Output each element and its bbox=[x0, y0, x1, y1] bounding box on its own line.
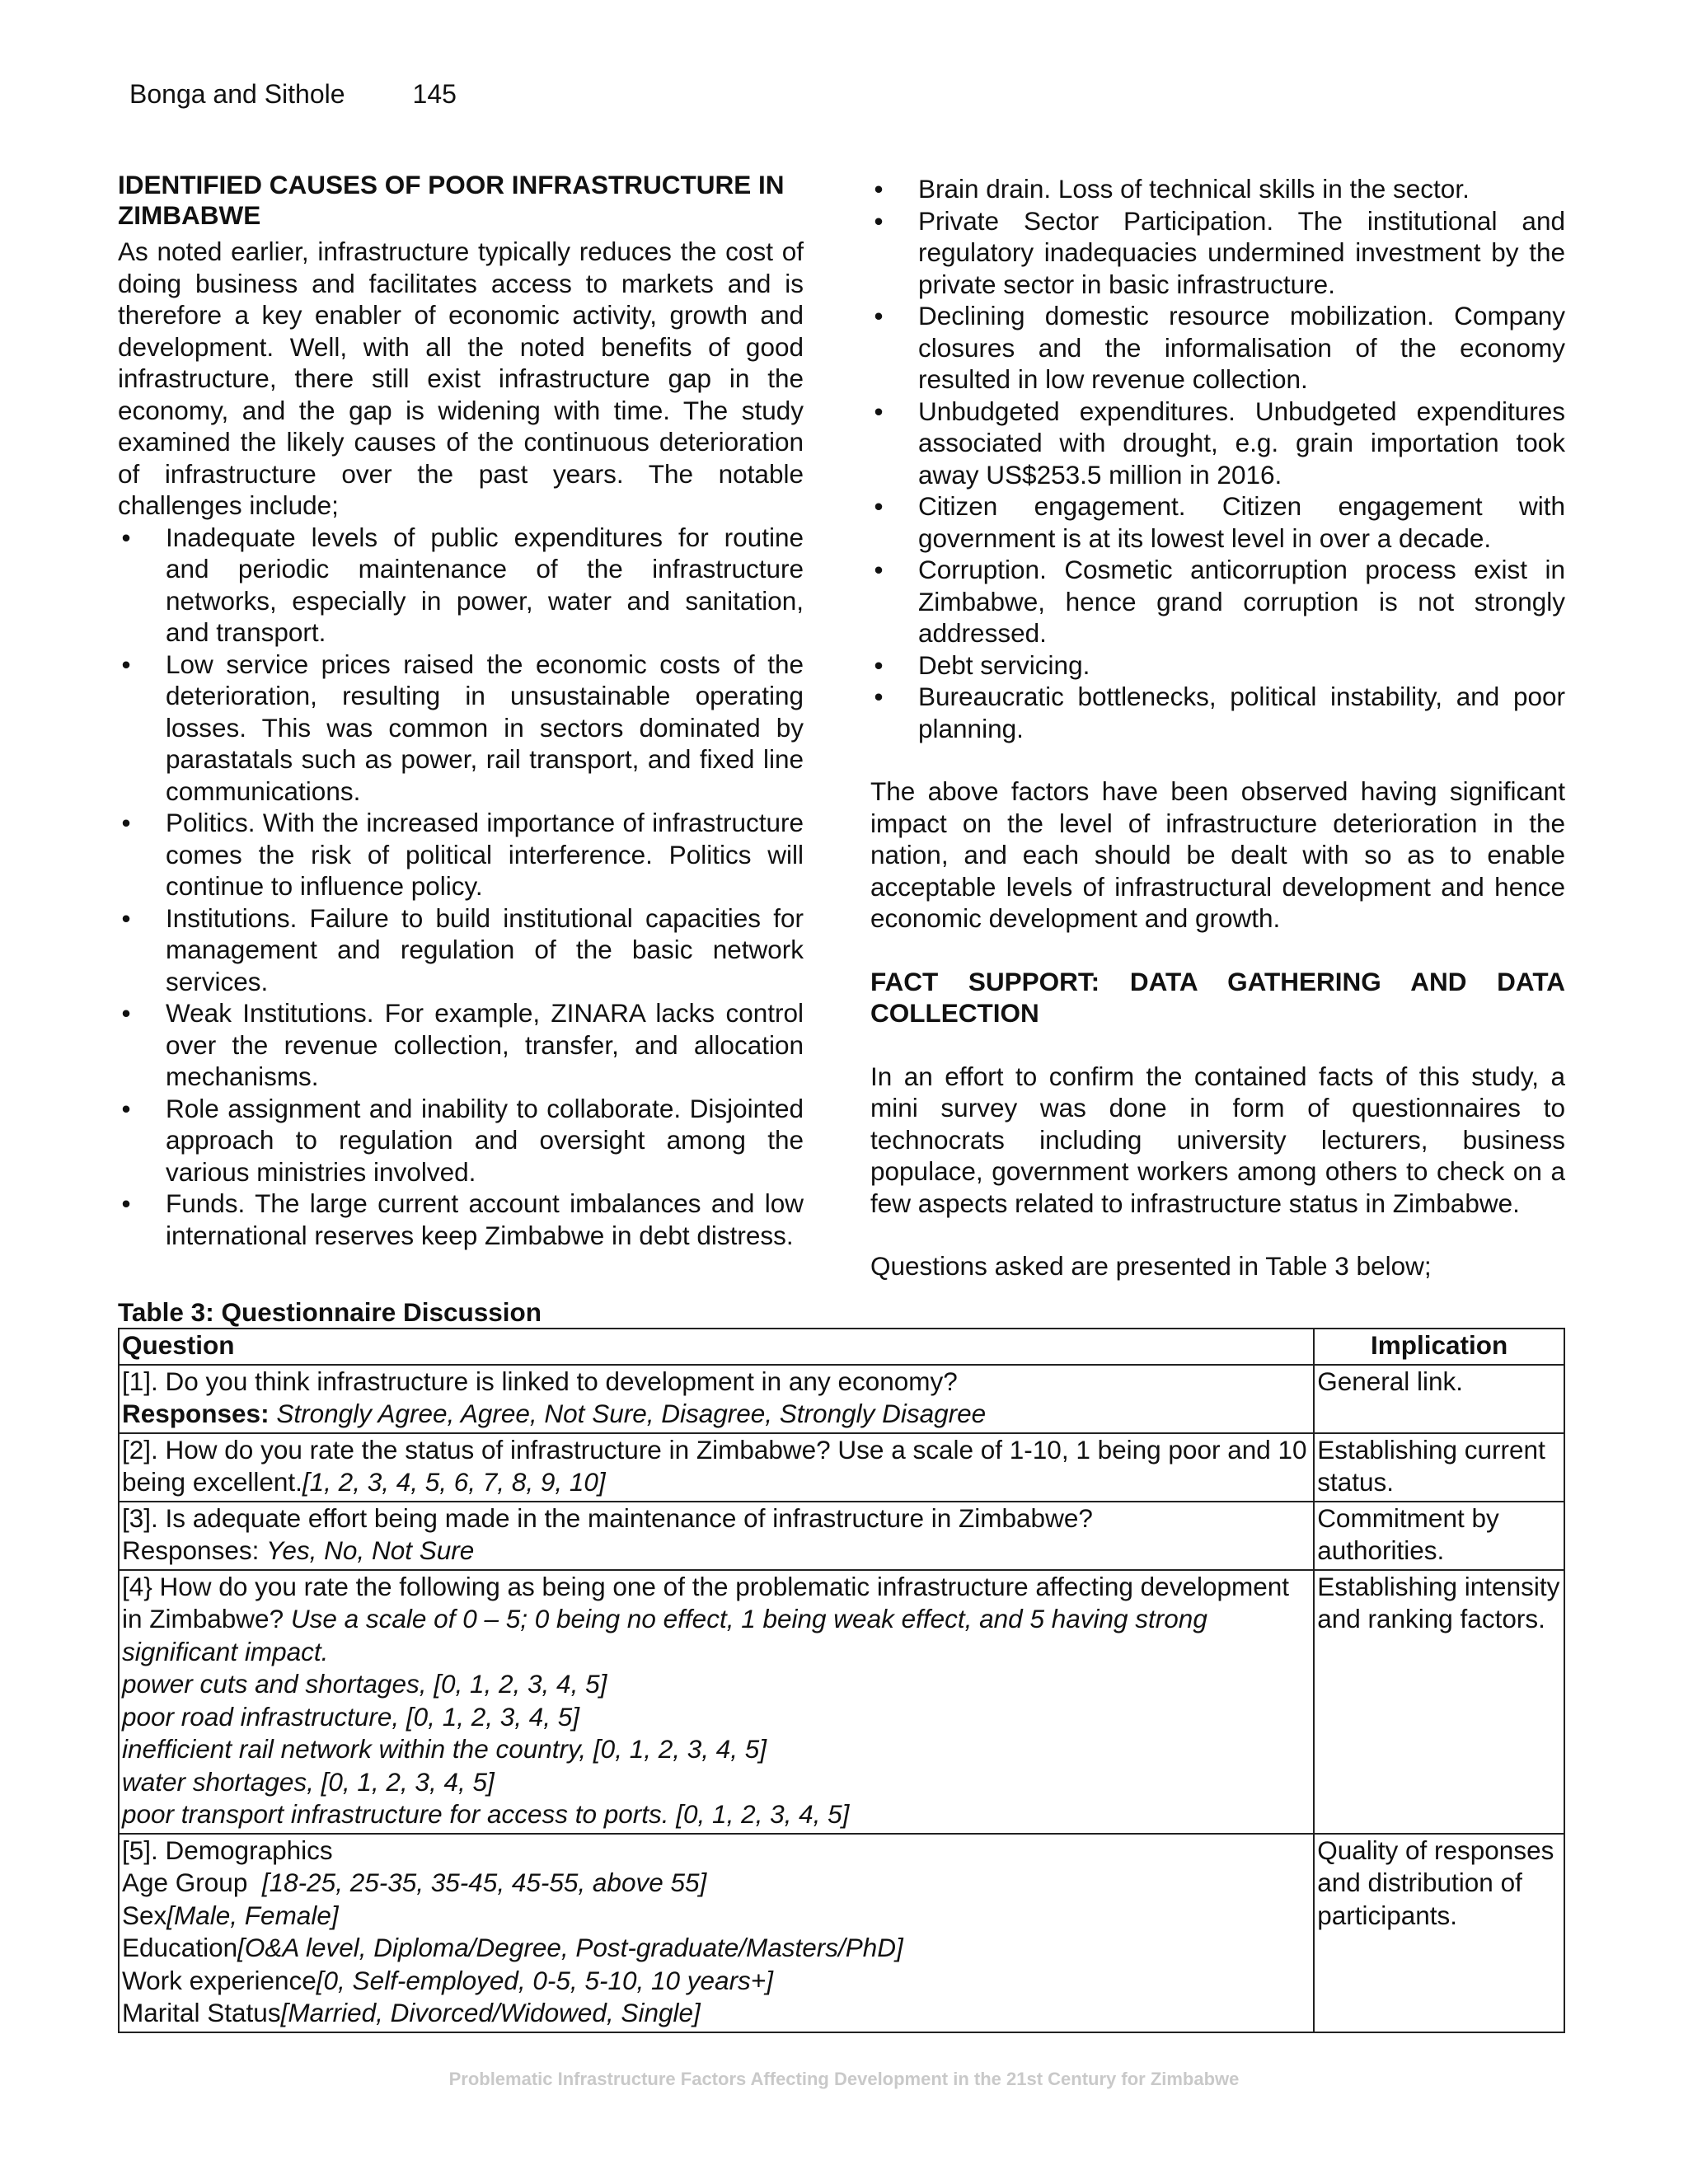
list-item: • Declining domestic resource mobilization. Company closures and the informalisation of the economy resulted in low revenue collection. bbox=[874, 301, 1565, 394]
rating-item: poor road infrastructure, [0, 1, 2, 3, 4, 5] bbox=[122, 1701, 580, 1732]
list-item: • Citizen engagement. Citizen engagement with government is at its lowest level in over a decade. bbox=[874, 491, 1565, 553]
list-item: • Private Sector Participation. The institutional and regulatory inadequacies undermined investment by the private sector in basic infrastructure. bbox=[874, 205, 1565, 299]
question-text: [5]. Demographics bbox=[122, 1835, 333, 1865]
summary-paragraph: The above factors have been observed having significant impact on the level of infrastructure deterioration in the nation, and each should be dealt with so as to enable acceptable levels of infrastructural development and hence economic development and growth. bbox=[870, 776, 1565, 933]
rating-item: water shortages, [0, 1, 2, 3, 4, 5] bbox=[122, 1766, 495, 1797]
causes-list-left bbox=[118, 522, 804, 1252]
left-column bbox=[118, 170, 804, 1251]
question-cell bbox=[119, 1502, 1314, 1570]
list-item: • Low service prices raised the economic costs of the deterioration, resulting in unsustainable operating losses. This was common in sectors dominated by parastatals such as power, rail transport, and fixed line communications. bbox=[121, 649, 804, 806]
implication-cell: Establishing intensity and ranking factors. bbox=[1314, 1570, 1564, 1834]
demographic-item: Age Group [18-25, 25-35, 35-45, 45-55, above 55] bbox=[122, 1868, 707, 1897]
list-item: • Weak Institutions. For example, ZINARA lacks control over the revenue collection, transfer, and allocation mechanisms. bbox=[121, 998, 804, 1091]
page-footer: Problematic Infrastructure Factors Affecting Development in the 21st Century for Zimbabwe bbox=[448, 2069, 1240, 2089]
survey-paragraph: In an effort to confirm the contained facts of this study, a mini survey was done in form of questionnaires to technocrats including university lecturers, business populace, government workers among others to check on a few aspects related to infrastructure status in Zimbabwe. bbox=[870, 1061, 1565, 1218]
implication-cell: General link. bbox=[1314, 1365, 1564, 1433]
list-item: • Corruption. Cosmetic anticorruption process exist in Zimbabwe, hence grand corruption is not strongly addressed. bbox=[874, 555, 1565, 648]
demographic-item: Work experience[0, Self-employed, 0-5, 5-10, 10 years+] bbox=[122, 1965, 773, 1995]
question-cell bbox=[119, 1433, 1314, 1502]
running-head bbox=[129, 79, 457, 110]
responses-line: Responses: Strongly Agree, Agree, Not Sure, Disagree, Strongly Disagree bbox=[122, 1399, 987, 1428]
question-cell bbox=[119, 1834, 1314, 2032]
table-header-row bbox=[119, 1329, 1564, 1365]
rating-item: inefficient rail network within the country, [0, 1, 2, 3, 4, 5] bbox=[122, 1734, 767, 1764]
question-text: [2]. How do you rate the status of infrastructure in Zimbabwe? Use a scale of 1-10, 1 being poor and 10 being excellent. bbox=[122, 1434, 1307, 1497]
responses-line: Responses: Yes, No, Not Sure bbox=[122, 1535, 475, 1565]
page-number: 145 bbox=[412, 79, 457, 109]
list-item: • Unbudgeted expenditures. Unbudgeted expenditures associated with drought, e.g. grain importation took away US$253.5 million in 2016. bbox=[874, 396, 1565, 490]
question-cell bbox=[119, 1570, 1314, 1834]
response-options: [1, 2, 3, 4, 5, 6, 7, 8, 9, 10] bbox=[302, 1467, 606, 1497]
table-row bbox=[119, 1365, 1564, 1433]
list-item: • Politics. With the increased importance of infrastructure comes the risk of political interference. Politics will continue to influence policy. bbox=[121, 808, 804, 901]
table-caption: Table 3: Questionnaire Discussion bbox=[118, 1297, 542, 1327]
implication-cell: Establishing current status. bbox=[1314, 1433, 1564, 1502]
list-item: • Bureaucratic bottlenecks, political instability, and poor planning. bbox=[874, 682, 1565, 743]
question-text: [4} How do you rate the following as being one of the problematic infrastructure affecting development in Zimbabwe? Use a scale of 0 – 5; 0 being no effect, 1 being weak effect, and 5 having strong significant impact. bbox=[122, 1571, 1290, 1666]
list-item: • Brain drain. Loss of technical skills in the sector. bbox=[874, 174, 1470, 204]
table-intro-paragraph: Questions asked are presented in Table 3 below; bbox=[870, 1251, 1432, 1281]
list-item: • Institutions. Failure to build institutional capacities for management and regulation of the basic network services. bbox=[121, 902, 804, 996]
section-heading-causes: IDENTIFIED CAUSES OF POOR INFRASTRUCTURE IN ZIMBABWE bbox=[118, 170, 785, 230]
questionnaire-table bbox=[118, 1328, 1565, 2033]
table-row bbox=[119, 1502, 1564, 1570]
causes-list-right bbox=[870, 173, 1565, 744]
implication-cell: Quality of responses and distribution of participants. bbox=[1314, 1834, 1564, 2032]
column-header-implication: Implication bbox=[1314, 1329, 1564, 1365]
demographic-item: Sex[Male, Female] bbox=[122, 1900, 339, 1930]
author-names: Bonga and Sithole bbox=[129, 79, 345, 109]
table-row bbox=[119, 1433, 1564, 1502]
list-item: • Debt servicing. bbox=[874, 649, 1090, 680]
rating-item: poor transport infrastructure for access to ports. [0, 1, 2, 3, 4, 5] bbox=[122, 1799, 850, 1829]
column-header-question: Question bbox=[119, 1329, 1314, 1365]
list-item: • Role assignment and inability to collaborate. Disjointed approach to regulation and oversight among the various ministries involved. bbox=[121, 1093, 804, 1187]
rating-item: power cuts and shortages, [0, 1, 2, 3, 4, 5] bbox=[122, 1669, 607, 1699]
list-item: • Funds. The large current account imbalances and low international reserves keep Zimbabwe in debt distress. bbox=[121, 1188, 804, 1250]
intro-paragraph: As noted earlier, infrastructure typically reduces the cost of doing business and facilitates access to markets and is therefore a key enabler of economic activity, growth and development. Well, with all the noted benefits of good infrastructure, there still exist infrastructure gap in the economy, and the gap is widening with time. The study examined the likely causes of the continuous deterioration of infrastructure over the past years. The notable challenges include; bbox=[118, 237, 804, 520]
demographic-item: Education[O&A level, Diploma/Degree, Post-graduate/Masters/PhD] bbox=[122, 1933, 903, 1962]
demographic-item: Marital Status[Married, Divorced/Widowed, Single] bbox=[122, 1998, 701, 2027]
table-row bbox=[119, 1834, 1564, 2032]
section-heading-fact-support: FACT SUPPORT: DATA GATHERING AND DATA COLLECTION bbox=[870, 966, 1565, 1028]
question-text: [3]. Is adequate effort being made in the maintenance of infrastructure in Zimbabwe? bbox=[122, 1502, 1093, 1533]
question-cell bbox=[119, 1365, 1314, 1433]
list-item: • Inadequate levels of public expenditures for routine and periodic maintenance of the infrastructure networks, especially in power, water and sanitation, and transport. bbox=[121, 522, 804, 647]
table-row bbox=[119, 1570, 1564, 1834]
question-text: [1]. Do you think infrastructure is linked to development in any economy? bbox=[122, 1366, 958, 1396]
implication-cell: Commitment by authorities. bbox=[1314, 1502, 1564, 1570]
right-column bbox=[870, 173, 1565, 1282]
